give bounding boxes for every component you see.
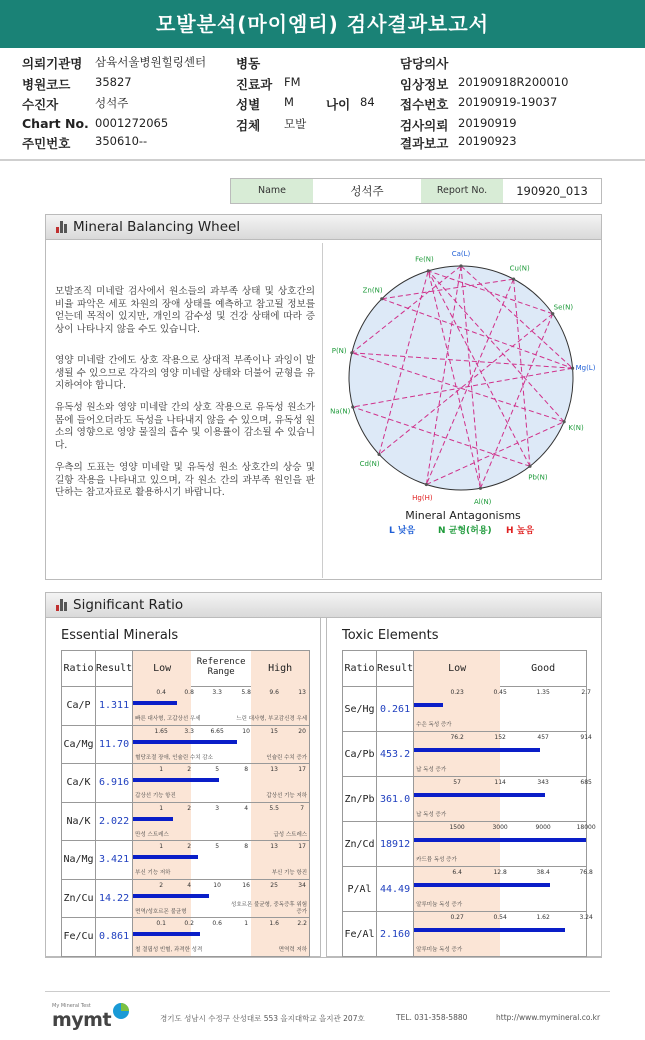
- ratio-result: 11.70: [96, 725, 133, 764]
- ratio-row: [62, 879, 310, 918]
- tick-label: 17: [298, 843, 306, 850]
- chart-label: Chart No.: [22, 116, 89, 131]
- tick-label: 13: [270, 843, 278, 850]
- legend-normal: N 균형(허용): [438, 526, 492, 536]
- result-bar: [133, 740, 237, 744]
- toxic-panel: [326, 617, 602, 957]
- ratio-range: [414, 822, 596, 866]
- tick-label: 15: [270, 727, 278, 735]
- ratio-result: 3.421: [96, 841, 133, 880]
- element-node: [479, 487, 482, 490]
- tick-label: 5: [215, 766, 220, 773]
- ratio-range: [133, 726, 309, 764]
- tick-label: 2: [159, 881, 164, 889]
- ratio-result: 44.49: [377, 867, 414, 912]
- ratio-row: [343, 867, 587, 912]
- result-bar: [133, 894, 209, 898]
- range-header: [133, 651, 310, 687]
- element-node: [377, 453, 380, 456]
- tick-label: 0.2: [184, 920, 194, 927]
- ratio-range: [133, 918, 309, 956]
- range-header: [414, 651, 587, 687]
- element-node: [512, 278, 515, 281]
- hospital-code-value: 35827: [95, 75, 132, 89]
- ratio-range: [414, 912, 593, 956]
- request-value: 20190919: [458, 116, 517, 130]
- footer-divider: [45, 991, 610, 992]
- ward-label: 병동: [236, 56, 261, 71]
- ratio-row: [62, 687, 310, 726]
- tick-label: 9000: [535, 824, 551, 831]
- clinical-label: 임상정보: [400, 77, 449, 92]
- tick-label: 16: [242, 881, 250, 889]
- tick-label: 20: [298, 727, 306, 735]
- tick-label: 1500: [449, 824, 465, 831]
- ratio-range-cell: [133, 802, 310, 841]
- element-label-pn: P(N): [331, 346, 347, 355]
- ratio-name: Zn/Pb: [343, 777, 377, 822]
- ratio-name: P/Al: [343, 867, 377, 912]
- element-node: [350, 351, 353, 354]
- resident-label: 주민번호: [22, 136, 71, 151]
- element-label-znn: Zn(N): [362, 286, 383, 295]
- ratio-range-cell: [414, 912, 593, 957]
- ratio-name: Se/Hg: [343, 687, 377, 732]
- tick-label: 4: [187, 881, 192, 889]
- tick-label: 914: [580, 734, 592, 741]
- name-label: Name: [231, 179, 313, 203]
- ratio-name: Ca/K: [62, 764, 96, 803]
- ratio-row: [343, 732, 587, 777]
- header-divider: [0, 159, 645, 161]
- result-bar: [133, 817, 173, 821]
- ratio-result: 14.22: [96, 879, 133, 918]
- ratio-range-cell: [133, 764, 310, 803]
- ratio-row: [62, 764, 310, 803]
- ratio-section-title: Significant Ratio: [73, 597, 184, 613]
- ratio-range: [133, 764, 309, 802]
- essential-title: Essential Minerals: [61, 628, 179, 643]
- element-label-sen: Se(N): [553, 303, 574, 312]
- essential-table: [61, 650, 310, 957]
- ratio-name: Fe/Al: [343, 912, 377, 957]
- ratio-section-header: [46, 593, 601, 618]
- ratio-range-cell: [414, 822, 596, 867]
- specimen-value: 모발: [284, 117, 307, 131]
- tick-label: 13: [270, 766, 278, 773]
- element-label-mgl: Mg(L): [575, 364, 596, 373]
- examinee-label: 수진자: [22, 97, 59, 112]
- wheel-paragraph-4: 우측의 도표는 영양 미네랄 및 유독성 원소 상호간의 상승 및 길항 작용을 나타내고 있으며, 각 원소 간의 과부족 원인을 판단하는 참고자료로 활용하시기 바랍니다.: [55, 462, 315, 499]
- receipt-value: 20190919-19037: [458, 95, 558, 109]
- ratio-result: 1.311: [96, 687, 133, 726]
- high-note: 인슐린 수치 증가: [266, 754, 308, 761]
- wheel-paragraph-3: 유독성 원소와 영양 미네랄 간의 상호 작용으로 유독성 원소가 몸에 들어오더라도 독성을 나타내지 않을 수 있으며, 유독성 원소의 영향으로 영양 물질의 흡수 및 이용률이 감소될 수 있습니다.: [55, 402, 315, 451]
- ratio-range-cell: [414, 867, 593, 912]
- doctor-label: 담당의사: [400, 56, 449, 71]
- tick-label: 0.8: [184, 689, 194, 696]
- tick-label: 3.3: [184, 727, 194, 735]
- tick-label: 1.65: [154, 727, 168, 735]
- element-node: [551, 312, 554, 315]
- tick-label: 1.62: [536, 914, 550, 921]
- ratio-name: Ca/Pb: [343, 732, 377, 777]
- tick-label: 1: [159, 843, 164, 850]
- result-bar: [133, 932, 200, 936]
- ratio-result: 2.160: [377, 912, 414, 957]
- ratio-range-cell: [133, 841, 310, 880]
- report-no-value: 190920_013: [516, 184, 588, 198]
- hospital-code-label: 병원코드: [22, 77, 71, 92]
- result-header: Result: [96, 651, 133, 687]
- tick-label: 7: [300, 804, 305, 812]
- tick-label: 18000: [576, 824, 596, 831]
- examinee-value: 성석주: [95, 96, 129, 110]
- tick-label: 1.35: [536, 689, 550, 696]
- chart-bars-icon: [56, 599, 69, 611]
- element-node: [459, 264, 462, 267]
- result-bar: [133, 778, 219, 782]
- element-label-cdn: Cd(N): [359, 460, 380, 469]
- element-node: [427, 269, 430, 272]
- low-header: Low: [414, 651, 500, 687]
- sex-value: M: [284, 95, 294, 109]
- tick-label: 1: [159, 766, 164, 773]
- element-node: [351, 405, 354, 408]
- ratio-range: [414, 867, 593, 911]
- low-header: Low: [133, 651, 191, 687]
- tick-label: 6.65: [210, 727, 224, 735]
- tick-label: 3000: [492, 824, 508, 831]
- mineral-wheel-panel: [322, 243, 601, 578]
- wheel-section-header: [46, 215, 601, 240]
- result-bar: [414, 748, 540, 752]
- footer-url[interactable]: http://www.mymineral.co.kr: [496, 1013, 601, 1022]
- element-label-fen: Fe(N): [415, 255, 434, 264]
- low-note: 철 결핍성 빈혈, 과격한 성격: [135, 947, 203, 953]
- low-note: 빠른 대사형, 고갑상선 우세: [135, 716, 201, 722]
- mymt-logo-icon: [112, 1002, 130, 1020]
- ratio-range-cell: [133, 918, 310, 957]
- low-note: 갑상선 기능 항진: [135, 793, 176, 799]
- tick-label: 0.27: [450, 914, 464, 921]
- tick-label: 2: [187, 766, 192, 773]
- tick-label: 0.4: [156, 689, 166, 696]
- low-note: 만성 스트레스: [135, 831, 169, 838]
- ratio-result: 453.2: [377, 732, 414, 777]
- tick-label: 8: [244, 766, 249, 773]
- low-note: 알루미늄 독성 증가: [416, 902, 463, 908]
- legend-high: H 높음: [506, 526, 535, 536]
- agency-value: 삼육서울병원힐링센터: [95, 55, 207, 69]
- tick-label: 10: [242, 727, 250, 735]
- low-note: 납 독성 증가: [416, 812, 447, 818]
- ratio-row: [62, 841, 310, 880]
- ratio-range: [414, 732, 592, 776]
- sex-label: 성별: [236, 97, 261, 112]
- element-node: [562, 420, 565, 423]
- element-label-kn: K(N): [568, 423, 584, 432]
- tick-label: 343: [537, 779, 549, 786]
- clinical-value: 20190918R200010: [458, 75, 569, 89]
- reference-range-header: Reference Range: [196, 657, 246, 677]
- name-value: 성석주: [350, 184, 384, 198]
- low-note: 수은 독성 증가: [416, 722, 452, 728]
- tick-label: 25: [270, 881, 278, 889]
- good-header: Good: [531, 663, 556, 674]
- element-label-cal: Ca(L): [451, 250, 471, 258]
- wheel-section-title: Mineral Balancing Wheel: [73, 219, 241, 235]
- result-bar: [414, 883, 550, 887]
- tick-label: 2.7: [581, 689, 591, 696]
- tick-label: 4: [244, 804, 249, 812]
- tick-label: 2: [187, 804, 192, 812]
- ratio-row: [62, 802, 310, 841]
- essential-header-row: [62, 651, 310, 687]
- chart-value: 0001272065: [95, 116, 169, 130]
- tick-label: 685: [580, 779, 592, 786]
- tick-label: 34: [298, 881, 306, 889]
- low-note: 혈당조절 장애, 인슐린 수치 감소: [135, 754, 213, 761]
- tick-label: 1: [159, 804, 164, 812]
- ratio-range: [133, 880, 309, 918]
- ratio-range-cell: [133, 725, 310, 764]
- high-note: 느린 대사형, 부교감신경 우세: [236, 716, 308, 722]
- result-bar: [414, 838, 586, 842]
- tick-label: 0.45: [493, 689, 507, 696]
- ratio-header: Ratio: [343, 651, 377, 687]
- ratio-name: Ca/P: [62, 687, 96, 726]
- ratio-result: 361.0: [377, 777, 414, 822]
- tick-label: 10: [213, 881, 221, 889]
- dept-value: FM: [284, 75, 301, 89]
- tick-label: 114: [494, 779, 506, 786]
- result-bar: [414, 793, 545, 797]
- ratio-name: Zn/Cu: [62, 879, 96, 918]
- ratio-row: [343, 687, 587, 732]
- chart-bars-icon: [56, 221, 69, 233]
- ratio-range-cell: [133, 879, 310, 918]
- ratio-range-cell: [414, 687, 591, 732]
- essential-panel: [45, 617, 321, 957]
- tick-label: 2: [187, 843, 192, 850]
- footer-tel: TEL. 031-358-5880: [396, 1013, 468, 1022]
- tick-label: 76.8: [579, 869, 593, 876]
- tick-label: 3: [215, 804, 220, 812]
- low-note: 부신 기능 저하: [135, 870, 171, 876]
- name-bar: [230, 178, 602, 204]
- ratio-row: [343, 822, 587, 867]
- ratio-range: [414, 687, 591, 731]
- element-node: [528, 465, 531, 468]
- tick-label: 17: [298, 766, 306, 773]
- tick-label: 0.23: [450, 689, 464, 696]
- tick-label: 3.24: [579, 914, 593, 921]
- ratio-row: [62, 725, 310, 764]
- report-date-label: 결과보고: [400, 136, 449, 151]
- result-bar: [414, 703, 443, 707]
- ratio-range: [133, 687, 309, 725]
- ratio-range: [414, 777, 592, 821]
- ratio-range: [133, 803, 309, 841]
- element-label-pbn: Pb(N): [528, 473, 548, 482]
- legend-low: L 낮음: [389, 526, 416, 536]
- toxic-title: Toxic Elements: [342, 628, 439, 643]
- mineral-wheel: [323, 243, 601, 578]
- tick-label: 76.2: [450, 734, 464, 741]
- tick-label: 3.3: [212, 689, 222, 696]
- tick-label: 0.1: [156, 920, 166, 927]
- ratio-range-cell: [414, 777, 592, 822]
- element-label-nan: Na(N): [330, 407, 351, 416]
- logo-tagline: My Mineral Test: [52, 1003, 91, 1009]
- tick-label: 1: [244, 920, 249, 927]
- tick-label: 0.6: [212, 920, 222, 927]
- wheel-paragraph-1: 모발조직 미네랄 검사에서 원소들의 과부족 상태 및 상호간의 비율 파악은 세포 차원의 장애 상태를 예측하고 참고될 정보를 얻는데 목적이 있지만, 개인의 감수성 및 건강 상태에 따라 증상이 나타나지 않을 수도 있습니다.: [55, 286, 315, 335]
- tick-label: 5.8: [241, 689, 251, 696]
- element-label-cun: Cu(N): [509, 264, 530, 273]
- toxic-header-row: [343, 651, 587, 687]
- ratio-result: 2.022: [96, 802, 133, 841]
- resident-value: 350610--: [95, 134, 148, 148]
- specimen-label: 검체: [236, 118, 261, 133]
- ratio-name: Zn/Cd: [343, 822, 377, 867]
- result-bar: [414, 928, 565, 932]
- result-header: Result: [377, 651, 414, 687]
- age-label: 나이: [326, 97, 351, 112]
- high-note: 면역력 저하: [278, 947, 308, 953]
- low-note: 납 독성 증가: [416, 767, 447, 773]
- ratio-row: [62, 918, 310, 957]
- high-note: 급성 스트레스: [273, 831, 308, 838]
- toxic-table: [342, 650, 596, 957]
- request-label: 검사의뢰: [400, 118, 449, 133]
- high-note: 갑상선 기능 저하: [266, 793, 308, 799]
- tick-label: 1.6: [269, 920, 279, 927]
- antagonism-title: Mineral Antagonisms: [405, 509, 521, 522]
- receipt-label: 접수번호: [400, 97, 449, 112]
- element-node: [571, 367, 574, 370]
- ratio-name: Na/Mg: [62, 841, 96, 880]
- element-label-hgh: Hg(H): [412, 493, 433, 502]
- ratio-result: 18912: [377, 822, 414, 867]
- report-date-value: 20190923: [458, 134, 517, 148]
- ratio-name: Ca/Mg: [62, 725, 96, 764]
- tick-label: 2.2: [297, 920, 307, 927]
- dept-label: 진료과: [236, 77, 273, 92]
- low-note: 카드뮴 독성 증가: [416, 857, 457, 863]
- ratio-range: [133, 841, 309, 879]
- report-title: 모발분석(마이엠티) 검사결과보고서: [0, 0, 645, 48]
- ratio-result: 6.916: [96, 764, 133, 803]
- element-node: [425, 483, 428, 486]
- element-node: [380, 297, 383, 300]
- result-bar: [133, 855, 198, 859]
- tick-label: 5.5: [269, 804, 279, 812]
- report-no-label: Report No.: [421, 179, 503, 203]
- tick-label: 6.4: [452, 869, 462, 876]
- age-value: 84: [360, 95, 375, 109]
- ratio-name: Fe/Cu: [62, 918, 96, 957]
- result-bar: [133, 701, 177, 705]
- high-header: High: [251, 651, 309, 687]
- low-note: 면역/성호르몬 불균형: [135, 908, 187, 915]
- ratio-name: Na/K: [62, 802, 96, 841]
- element-label-aln: Al(N): [473, 498, 492, 507]
- tick-label: 57: [453, 779, 461, 786]
- tick-label: 13: [298, 689, 306, 696]
- ratio-result: 0.261: [377, 687, 414, 732]
- high-note: 성호르몬 불균형, 중독증후 위험 증가: [231, 902, 308, 915]
- ratio-header: Ratio: [62, 651, 96, 687]
- ratio-result: 0.861: [96, 918, 133, 957]
- ratio-range-cell: [414, 732, 592, 777]
- wheel-paragraph-2: 영양 미네랄 간에도 상호 작용으로 상대적 부족이나 과잉이 발생될 수 있으므로 각각의 영양 미네랄 상태와 더불어 균형을 유지하여야 합니다.: [55, 355, 315, 392]
- footer-address: 경기도 성남시 수정구 산성대로 553 을지대학교 을지관 207호: [160, 1014, 365, 1023]
- tick-label: 0.54: [493, 914, 507, 921]
- low-note: 알루미늄 독성 증가: [416, 947, 463, 953]
- ratio-row: [343, 777, 587, 822]
- high-note: 부신 기능 항진: [271, 870, 308, 876]
- tick-label: 152: [494, 734, 506, 741]
- tick-label: 457: [537, 734, 549, 741]
- ratio-row: [343, 912, 587, 957]
- agency-label: 의뢰기관명: [22, 56, 83, 71]
- tick-label: 9.6: [269, 689, 279, 696]
- tick-label: 12.8: [493, 869, 507, 876]
- tick-label: 8: [244, 843, 249, 850]
- tick-label: 38.4: [536, 869, 550, 876]
- mymt-logo: mymt: [52, 1009, 112, 1031]
- tick-label: 5: [215, 843, 220, 850]
- ratio-range-cell: [133, 687, 310, 726]
